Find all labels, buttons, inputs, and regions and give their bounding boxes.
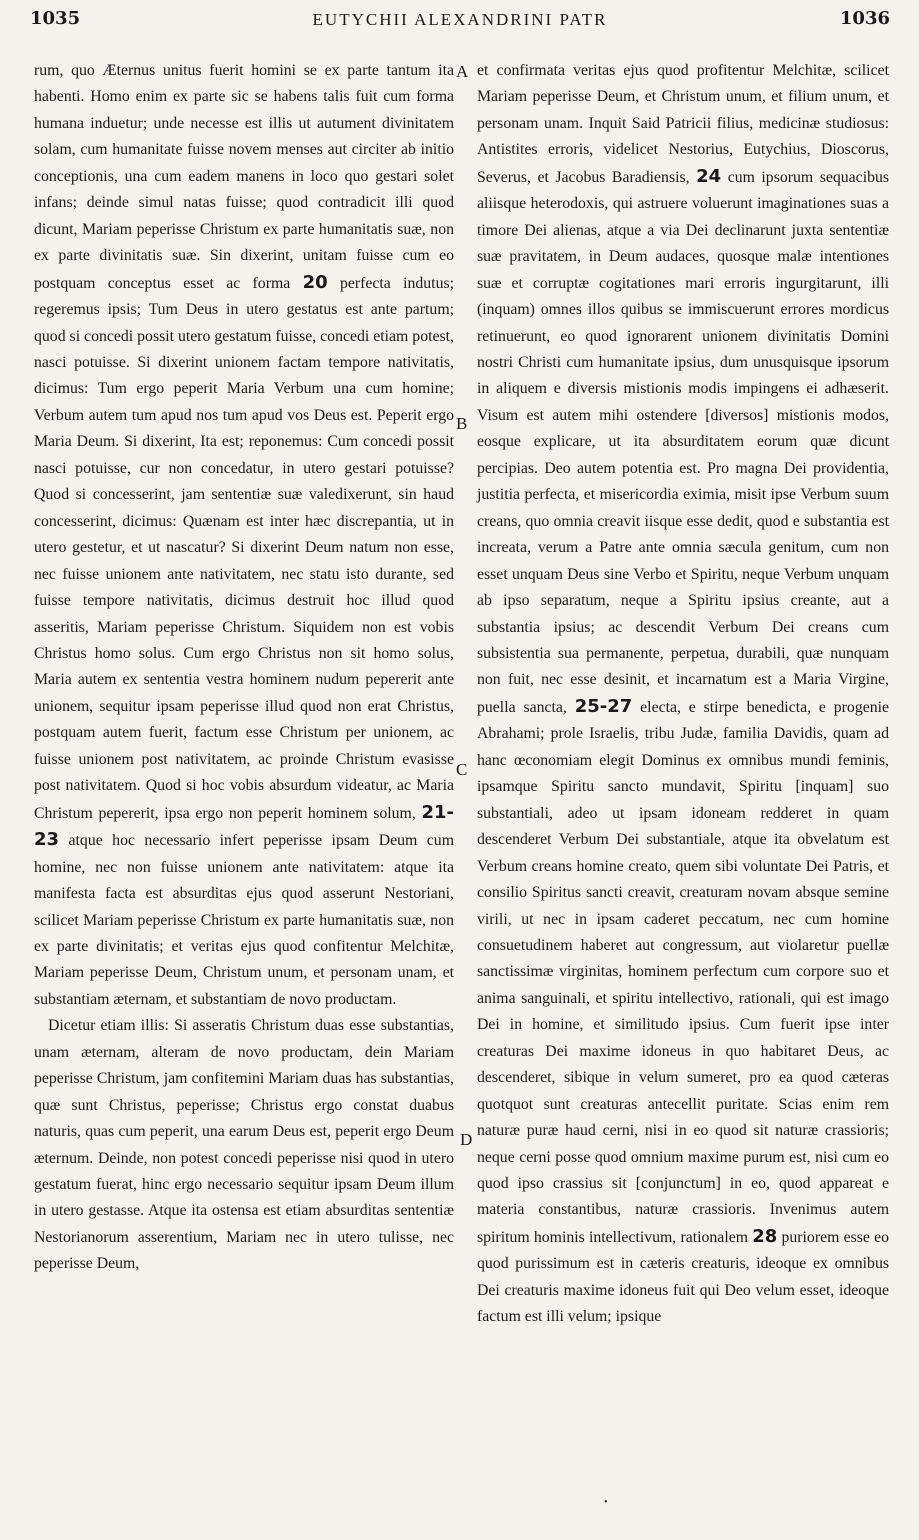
- section-number: 20: [302, 271, 328, 293]
- margin-letter-d: D: [460, 1130, 473, 1149]
- text-run: et confirmata veritas ejus quod profitentur Melchitæ, scilicet Mariam peperisse Deum, et Christum unum, et filium unum, et personam unam. Inquit Said Patricii filius, medicinæ studiosus: Antistites erroris, videlicet Nestorius, Eutychius, Dioscorus, Severus, et Jacobus Baradiensis,: [477, 62, 889, 186]
- page-number-right: 1036: [839, 8, 890, 29]
- margin-letter-b: B: [456, 414, 468, 433]
- text-run: rum, quo Æternus unitus fuerit homini se ex parte tantum ita habenti. Homo enim ex parte sic se habens talis fuit cum forma humana induetur; unde necesse est illis ut autument divinitatem solam, cum humanitate fuisse novem menses aut circiter ab initio conceptionis, una cum eadem manens in loco quo gestari solet infans; deinde simul natas fuisse; quod contradicit illi quod dicunt, Mariam peperisse Christum ex parte humanitatis suæ, non ex parte divinitatis suæ. Sin dixerint, unitam fuisse cum eo postquam conceptus esset ac forma: [34, 62, 454, 292]
- text-run: electa, e stirpe benedicta, e progenie Abrahami; prole Israelis, tribu Judæ, familia Davidis, quam ad hanc œconomiam elegit Dominus ex omnibus mundi feminis, ipsamque Spiritu sancto mundavit, Spiritu [inquam] suo substantiali, adeo ut ipsam idoneam redderet in quam descenderet Verbum Dei substantiale, atque ita obvelatum est Verbum creans homine creato, quem sibi voluntate Dei Patris, et consilio Spiritus sancti creavit, creaturam novam absque semine virili, ut nec in ipsam caderet peccatum, nec cum homine consuetudinem haberet aut congressum, aut violaretur puellæ sanctissimæ virginitas, hominem perfectum cum corpore suo et anima sanguinali, et spiritu intellectivo, rationali, qui est imago Dei in homine, et similitudo ipsius. Cum fuerit ipse inter creaturas Dei maxime idoneus in quo habitaret Deus, ac descenderet, sibique in velum sumeret, pro ea quod cæteras quotquot sunt creaturas antecellit puritate. Scias enim rem naturæ puræ haud cerni, nisi in eo quod sit naturæ crassioris; neque cerni posse quod omnium maxime purum est, nisi cum eo quod ipso crassius sit [conjunctum] in eo, quod appareat e materia constantibus, naturæ crassioris. Invenimus autem spiritum hominis intellectivum, rationalem: [477, 698, 890, 1246]
- section-number: 28: [752, 1225, 778, 1247]
- right-column: [477, 58, 889, 1508]
- left-column: [34, 58, 454, 1508]
- section-number: 24: [696, 165, 722, 187]
- running-header: [30, 6, 890, 40]
- margin-letter-c: C: [456, 760, 468, 779]
- text-run: perfecta indutus; regeremus ipsis; Tum Deus in utero gestatus est ante partum; quod si concedi possit utero gestatum fuisse, concedi etiam potest, nasci potuisse. Si dixerint unionem factam tempore nativitatis, dicimus: Tum ergo peperit Maria Verbum una cum homine; Verbum autem tum apud nos tum apud vos Deus est. Peperit ergo Maria Deum. Si dixerint, Ita est; reponemus: Cum concedi possit nasci potuisse, cur non concedatur, in utero gestari potuisse? Quod si concesserint, jam sententiæ suæ valedixerunt, sin haud concesserint, dicimus: Quænam est inter hæc discrepantia, ut in utero gestetur, et ut nascatur? Si dixerint Deum natum non esse, nec fuisse unionem ante nativitatem, nec statu isto durante, sed fuisse tempore nativitatis, dicimus destruit hoc illud quod asseritis, Mariam peperisse Christum. Siquidem non est vobis Christus homo solus. Cum ergo Christus non sit homo solus, Maria autem ex sententia vestra hominem nudum pepererit ante unionem, sequitur ipsam peperisse illud quod non erat Christus, postquam autem fuerit, factum esse Christum per unionem, ac fuisse unionem post nativitatem, ac proinde Christum evasisse post nativitatem. Quod si hoc vobis absurdum videatur, ac Maria Christum pepererit, ipsa ergo non peperit hominem solum,: [34, 274, 455, 822]
- paragraph: [477, 58, 889, 1331]
- text-run: cum ipsorum sequacibus aliisque heterodoxis, qui astruere voluerunt imaginationes suas a timore Dei alienas, atque a via Dei declinarunt juxta sententiæ suæ pravitatem, in Deum audaces, quosque malæ intentiones suæ et corruptæ cogitationes mari erroris ingurgitarunt, illi (inquam) omnes illos quibus se immiscuerunt errores mordicus retinuerunt, eo quod ignorarent unionem divinitatis Domini nostri Christi cum humanitate ipsius, dum unusquisque ipsorum in aliquem e diversis mistionis modis impingens ei adhæserit. Visum est autem mihi ostendere [diversos] mistionis modos, eosque explicare, ut ita absurditatem eorum quæ dicunt percipias. Deo autem potentia est. Pro magna Dei providentia, justitia perfecta, et misericordia eximia, misit ipse Verbum suum creans, quo omnia creavit iisque esse dedit, quod e substantia est increata, verum a Patre ante omnia sæcula genitum, cum non esset unquam Deus sine Verbo et Spiritu, neque Verbum unquam ab ipso separatum, neque a Spiritu ipsius creante, aut a substantia ipsius; ac descendit Verbum Dei creans cum subsistentia sua permanente, perpetua, durabili, quæ nunquam non fuit, nec esse desinit, et incarnatum est a Maria Virgine, puella sancta,: [477, 168, 890, 716]
- running-title: EUTYCHII ALEXANDRINI PATR: [312, 10, 608, 29]
- page-number-left: 1035: [30, 8, 81, 29]
- margin-letter-a: A: [456, 62, 469, 81]
- text-run: atque hoc necessario infert peperisse ipsam Deum cum homine, nec non fuisse unionem ante nativitatem: atque ita manifesta facta est absurditas ejus quod asserunt Nestoriani, scilicet Mariam peperisse Christum ex parte humanitatis suæ, non ex parte divinitatis; et veritas ejus quod confitentur Melchitæ, Mariam peperisse Deum, Christum unum, et personam unam, et substantiam æternam, et substantiam de novo productam.: [34, 832, 454, 1008]
- section-number: 21-23: [34, 801, 454, 851]
- text-run: puriorem esse eo quod purissimum est in cæteris creaturis, ideoque ex omnibus Dei creaturis maxime idoneus fuit qui Deo velum esset, ideoque factum est illi velum; ipsique: [477, 1228, 890, 1326]
- text-run: Dicetur etiam illis: Si asseratis Christum duas esse substantias, unam æternam, alteram de novo productam, dein Mariam peperisse Christum, jam confitemini Mariam duas has substantias, quæ sunt Christus, peperisse; Christus ergo constat duabus naturis, quas cum peperit, una earum Deus est, peperit ergo Deum æternum. Deinde, non potest concedi peperisse nisi quod in utero gestatum fuerat, hinc ergo necessario sequitur ipsam Deum illum in utero gestasse. Atque ita ostensa est etiam absurditas sententiæ Nestorianorum asserentium, Mariam nec in utero tulisse, nec peperisse Deum,: [34, 1017, 454, 1273]
- ink-speck: •: [604, 1497, 608, 1508]
- paragraph: [34, 58, 454, 1013]
- paragraph: [34, 1013, 454, 1278]
- section-number: 25-27: [574, 695, 633, 717]
